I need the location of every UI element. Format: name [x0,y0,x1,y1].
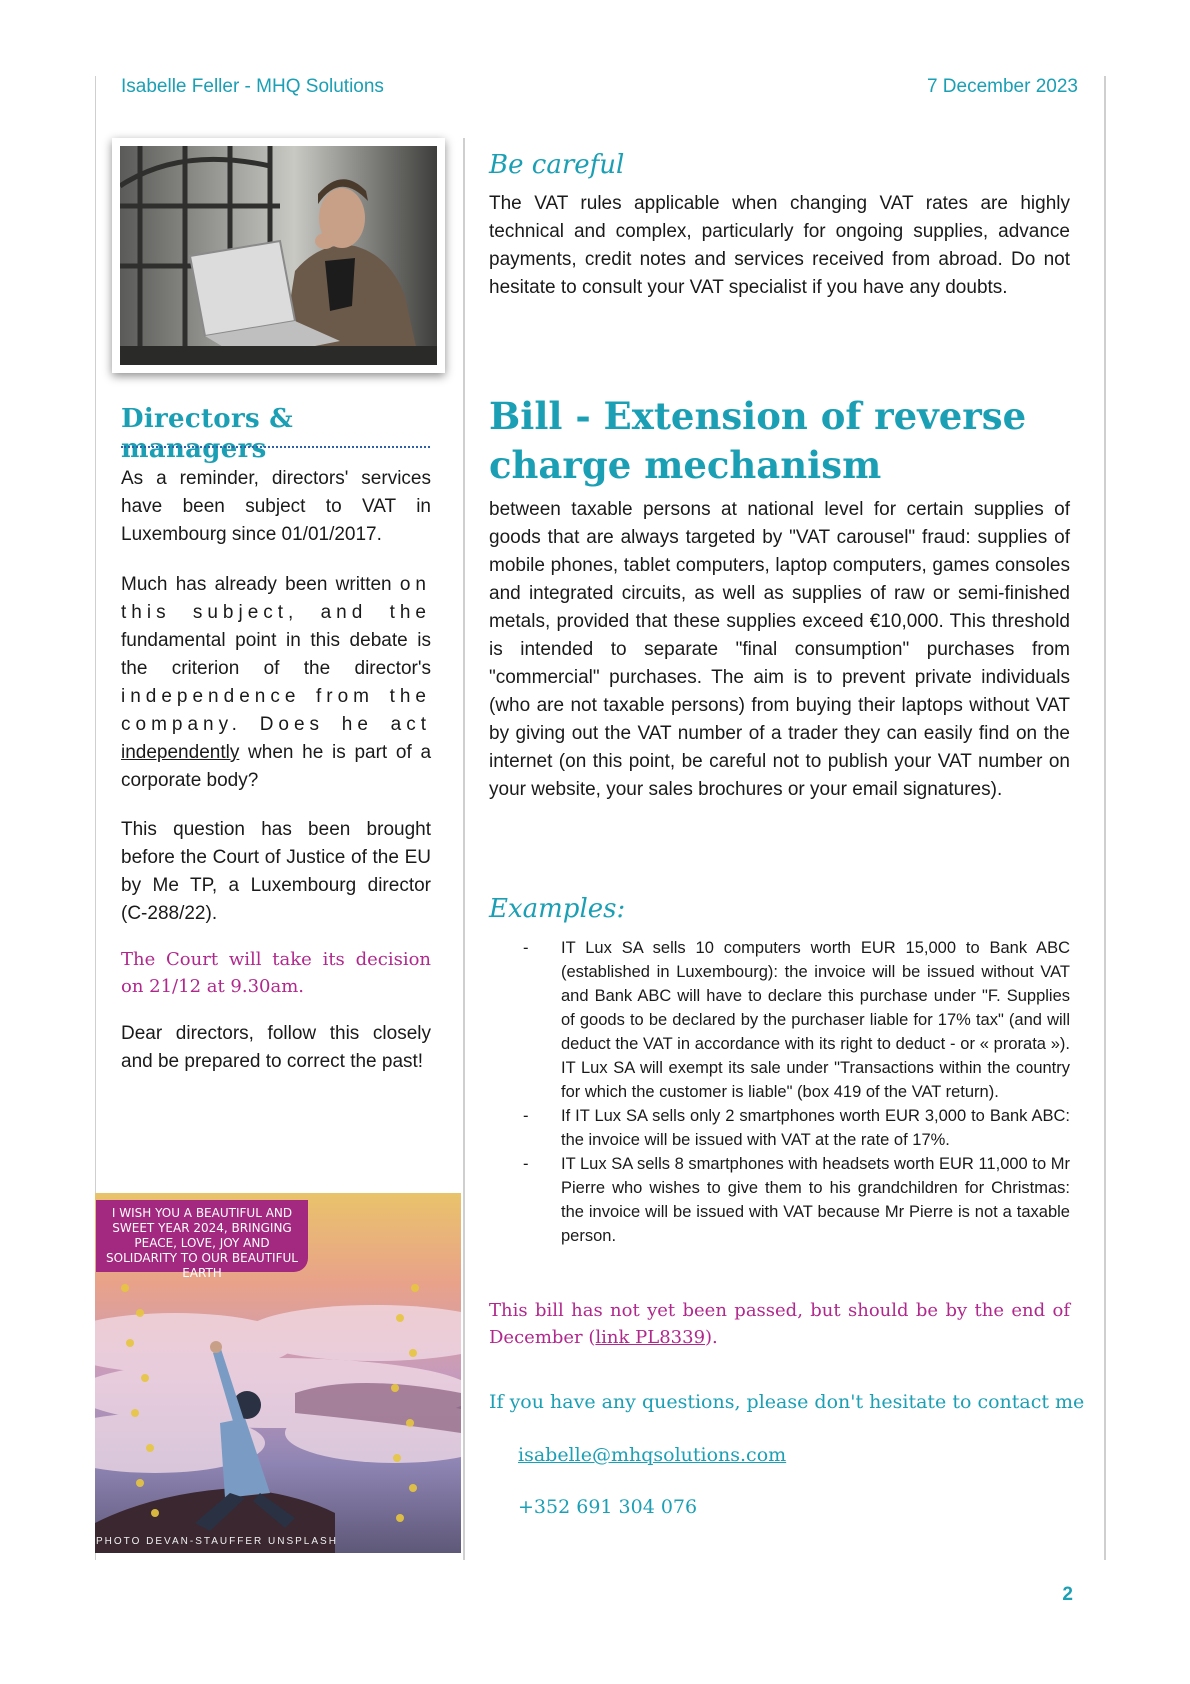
bill-note-text: This bill has not yet been passed, but should be by the end of December ( [489,1300,1070,1348]
directors-debate-paragraph [121,571,431,795]
bill-note-end: ). [705,1327,718,1348]
example-text: IT Lux SA sells 8 smartphones with headsets worth EUR 11,000 to Mr Pierre who wishes to give them to his grandchildren for Christmas: the invoice will be issued with VAT because Mr Pierre is not a taxable person. [561,1155,1070,1245]
dotted-divider [121,446,430,448]
directors-heading: Directors & managers [121,404,294,464]
list-item [489,1104,1070,1152]
debate-text-4: independence from the [121,686,431,707]
examples-heading: Examples: [489,894,626,924]
example-text: If IT Lux SA sells only 2 smartphones worth EUR 3,000 to Bank ABC: the invoice will be issued with VAT at the rate of 17%. [561,1107,1070,1149]
bill-heading: Bill - Extension of reverse charge mechanism [489,394,1027,487]
debate-text-1: Much has already been written [121,574,392,595]
debate-text-2: on this subject, and the [121,574,431,623]
examples-list [489,936,1070,1248]
email-link[interactable]: isabelle@mhqsolutions.com [518,1444,787,1466]
photo-credit: PHOTO DEVAN-STAUFFER UNSPLASH [96,1536,338,1547]
column-divider [463,138,465,1560]
greeting-quote-box [96,1200,308,1280]
bill-link[interactable]: link PL8339 [595,1327,706,1348]
header-date: 7 December 2023 [926,76,1078,97]
list-item [489,1152,1070,1248]
phone-number: +352 691 304 076 [518,1496,698,1518]
businessman-photo [112,138,445,373]
contact-heading: If you have any questions, please don't hesitate to contact me [489,1391,1085,1413]
bill-status-note [489,1297,1070,1351]
greeting-quote: I WISH YOU A BEAUTIFUL AND SWEET YEAR 2024, BRINGING PEACE, LOVE, JOY AND SOLIDARITY TO OUR BEAUTIFUL EARTH [106,1206,298,1280]
bill-paragraph: between taxable persons at national level for certain supplies of goods that are always targeted by "VAT carousel" fraud: supplies of mobile phones, tablet computers, laptop computers, games consoles and integrated circuits, as well as supplies of raw or semi-finished metals, provided that these supplies exceed €10,000. This threshold is intended to separate "final consumption" purchases from "commercial" purchases. The aim is to prevent private individuals (who are not taxable persons) from buying their laptops without VAT by giving out the VAT number of a trader they can easily find on the internet (on this point, be careful not to publish your VAT number on your website, your sales brochures or your email signatures). [489,499,1070,800]
list-dash: - [523,1107,529,1125]
page-number: 2 [1062,1584,1073,1605]
independently-link[interactable]: independently [121,742,240,763]
businessman-laptop-image [120,146,437,365]
header-author: Isabelle Feller - MHQ Solutions [121,76,384,97]
be-careful-heading: Be careful [489,150,625,180]
court-case-paragraph: This question has been brought before the Court of Justice of the EU by Me TP, a Luxembourg director (C-288/22). [121,819,431,924]
be-careful-paragraph: The VAT rules applicable when changing VAT rates are highly technical and complex, particularly for ongoing supplies, advance payments, credit notes and services received from abroad. Do not hesitate to consult your VAT specialist if you have any doubts. [489,193,1070,298]
debate-text-3: fundamental point in this debate is the criterion of the director's [121,630,431,679]
directors-intro-paragraph: As a reminder, directors' services have been subject to VAT in Luxembourg since 01/01/2017. [121,468,431,545]
list-dash: - [523,939,529,957]
debate-text-6: when he is part of a corporate body? [121,742,432,791]
court-decision-note: The Court will take its decision on 21/12 at 9.30am. [121,949,431,997]
right-border-rule [1104,76,1106,1560]
example-text: IT Lux SA sells 10 computers worth EUR 15,000 to Bank ABC (established in Luxembourg): the invoice will be issued without VAT and Bank ABC will have to declare this purchase under "F. Supplies of goods to be declared by the purchaser liable for 17% tax" (and will deduct the VAT in accordance with its right to deduct - or « prorata »). IT Lux SA will exempt its sale under "Transactions within the country for which the customer is liable" (box 419 of the VAT return). [561,939,1070,1101]
directors-advice-paragraph: Dear directors, follow this closely and be prepared to correct the past! [121,1023,431,1072]
list-dash: - [523,1155,529,1173]
list-item [489,936,1070,1104]
debate-text-5: company. Does he act [121,714,431,735]
